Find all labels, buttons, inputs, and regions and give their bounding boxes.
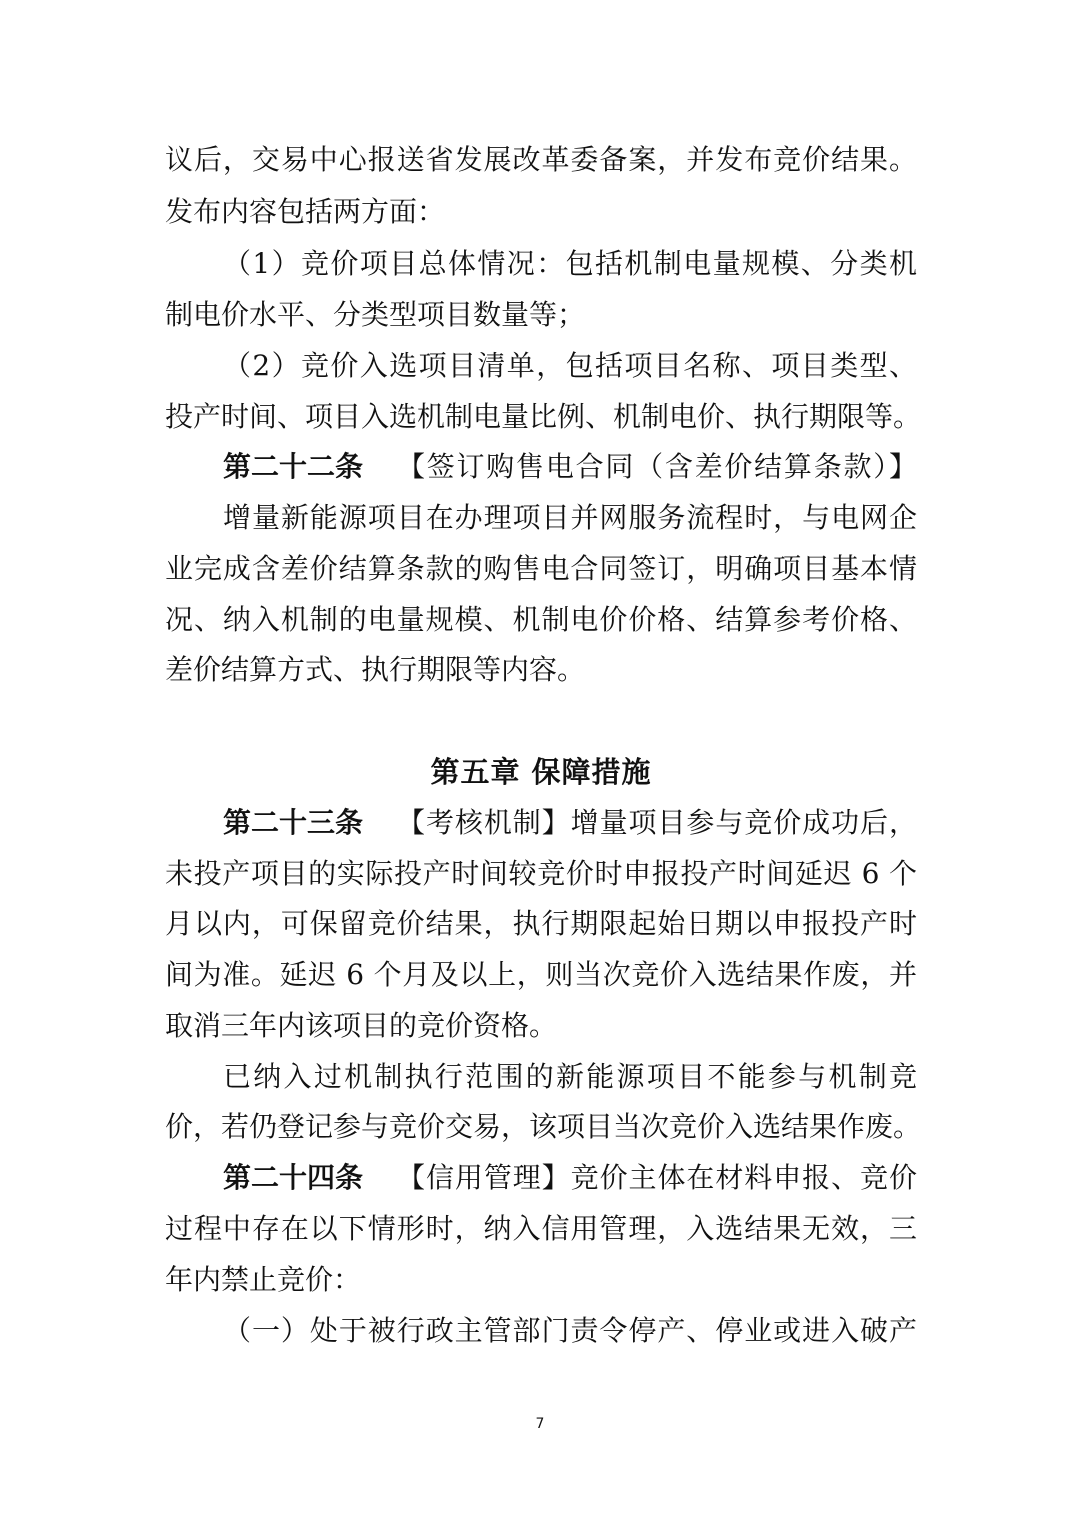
list-item-1-line: （1）竞价项目总体情况：包括机制电量规模、分类机 — [223, 247, 917, 280]
list-item-2-line: 投产时间、项目入选机制电量比例、机制电价、执行期限等。 — [165, 400, 922, 433]
article-24-list-item: （一）处于被行政主管部门责令停产、停业或进入破产 — [223, 1314, 917, 1347]
article-23-line: 取消三年内该项目的竞价资格。 — [165, 1009, 558, 1042]
article-24-heading: 第二十四条 — [223, 1161, 364, 1194]
list-item-1-line: 制电价水平、分类型项目数量等； — [165, 298, 586, 331]
article-23-paragraph-2-line: 价，若仍登记参与竞价交易，该项目当次竞价入选结果作废。 — [165, 1110, 922, 1143]
article-22-line: 增量新能源项目在办理项目并网服务流程时，与电网企 — [223, 501, 917, 534]
article-23-line: 间为准。延迟 6 个月及以上，则当次竞价入选结果作废，并 — [165, 958, 917, 991]
article-22-line: 业完成含差价结算条款的购售电合同签订，明确项目基本情 — [165, 552, 917, 585]
article-22-line: 差价结算方式、执行期限等内容。 — [165, 653, 586, 686]
text-line: 议后，交易中心报送省发展改革委备案，并发布竞价结果。 — [165, 143, 917, 176]
article-23-line: 未投产项目的实际投产时间较竞价时申报投产时间延迟 6 个 — [165, 857, 917, 890]
chapter-title: 第五章 保障措施 — [430, 755, 652, 789]
article-22-title: 【签订购售电合同（含差价结算条款）】 — [397, 450, 917, 483]
article-23-line: 【考核机制】增量项目参与竞价成功后， — [397, 806, 917, 839]
article-24-line: 过程中存在以下情形时，纳入信用管理，入选结果无效，三 — [165, 1212, 917, 1245]
list-item-2-line: （2）竞价入选项目清单，包括项目名称、项目类型、 — [223, 349, 917, 382]
page-number: 7 — [535, 1416, 545, 1432]
article-24-line: 年内禁止竞价： — [165, 1263, 362, 1296]
document-page — [165, 0, 922, 1528]
article-23-heading: 第二十三条 — [223, 806, 364, 839]
article-24-line: 【信用管理】竞价主体在材料申报、竞价 — [397, 1161, 917, 1194]
article-22-line: 况、纳入机制的电量规模、机制电价价格、结算参考价格、 — [165, 603, 917, 636]
text-line: 发布内容包括两方面： — [165, 195, 446, 228]
article-22-heading: 第二十二条 — [223, 450, 364, 483]
article-23-paragraph-2-line: 已纳入过机制执行范围的新能源项目不能参与机制竞 — [223, 1060, 917, 1093]
article-23-line: 月以内，可保留竞价结果，执行期限起始日期以申报投产时 — [165, 907, 917, 940]
